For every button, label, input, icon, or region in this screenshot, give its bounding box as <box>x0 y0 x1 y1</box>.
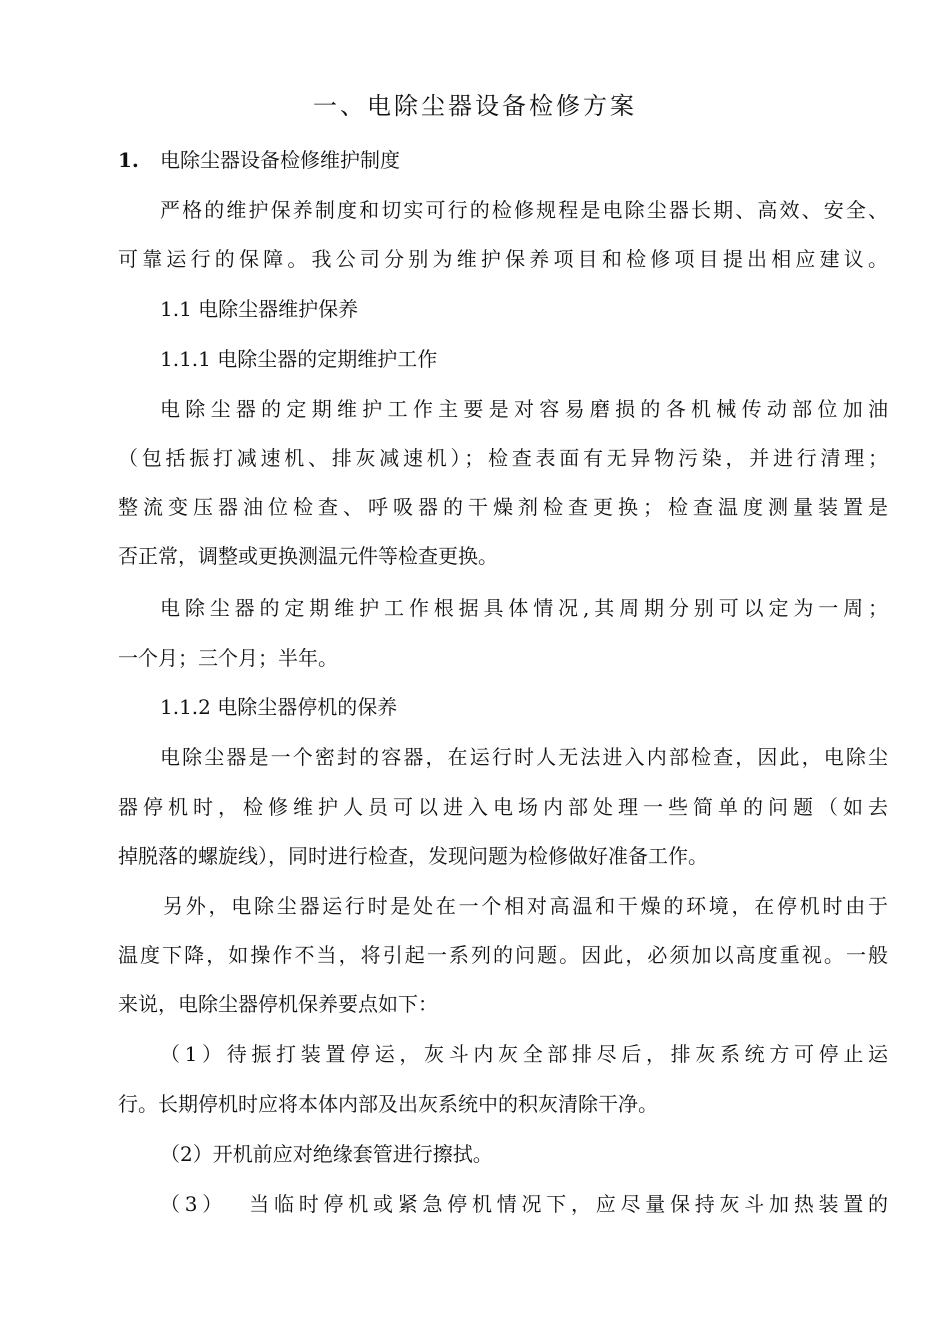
paragraph-line: （1）待振打装置停运，灰斗内灰全部排尽后，排灰系统方可停止运 <box>160 1042 888 1066</box>
subheading-1-1: 1.1 电除尘器维护保养 <box>160 297 359 321</box>
subheading-1-1-1: 1.1.1 电除尘器的定期维护工作 <box>160 347 438 371</box>
section-heading-1 <box>118 142 888 178</box>
paragraph-line: 严格的维护保养制度和切实可行的检修规程是电除尘器长期、高效、安全、 <box>160 198 888 222</box>
paragraph-line: 电除尘器的定期维护工作主要是对容易磨损的各机械传动部位加油 <box>160 397 888 421</box>
paragraph-line: 电除尘器是一个密封的容器，在运行时人无法进入内部检查，因此，电除尘 <box>160 745 888 769</box>
paragraph-line: （包括振打减速机、排灰减速机）；检查表面有无异物污染，并进行清理； <box>118 446 888 470</box>
paragraph-line: 否正常，调整或更换测温元件等检查更换。 <box>118 544 498 568</box>
paragraph-line: 电除尘器的定期维护工作根据具体情况,其周期分别可以定为一周； <box>160 596 888 620</box>
paragraph-line: 温度下降，如操作不当，将引起一系列的问题。因此，必须加以高度重视。一般 <box>118 943 888 967</box>
paragraph-line: 另外，电除尘器运行时是处在一个相对高温和干燥的环境，在停机时由于 <box>163 894 888 918</box>
subheading-1-1-2: 1.1.2 电除尘器停机的保养 <box>160 695 398 719</box>
paragraph-line: 一个月；三个月；半年。 <box>118 646 338 670</box>
paragraph-line: 整流变压器油位检查、呼吸器的干燥剂检查更换；检查温度测量装置是 <box>118 495 888 519</box>
paragraph-line: 可靠运行的保障。我公司分别为维护保养项目和检修项目提出相应建议。 <box>118 247 888 271</box>
section-number: 1. <box>118 148 139 172</box>
paragraph-line: 器停机时，检修维护人员可以进入电场内部处理一些简单的问题（如去 <box>118 795 888 819</box>
paragraph-line: 来说，电除尘器停机保养要点如下： <box>118 992 438 1016</box>
paragraph-line: （2）开机前应对绝缘套管进行擦拭。 <box>160 1142 493 1166</box>
paragraph-line: （3） 当临时停机或紧急停机情况下，应尽量保持灰斗加热装置的 <box>160 1192 888 1216</box>
document-title: 一、电除尘器设备检修方案 <box>313 92 637 120</box>
section-title: 电除尘器设备检修维护制度 <box>160 148 400 172</box>
paragraph-line: 掉脱落的螺旋线），同时进行检查，发现问题为检修做好准备工作。 <box>118 844 708 868</box>
paragraph-line: 行。长期停机时应将本体内部及出灰系统中的积灰清除干净。 <box>118 1092 658 1116</box>
